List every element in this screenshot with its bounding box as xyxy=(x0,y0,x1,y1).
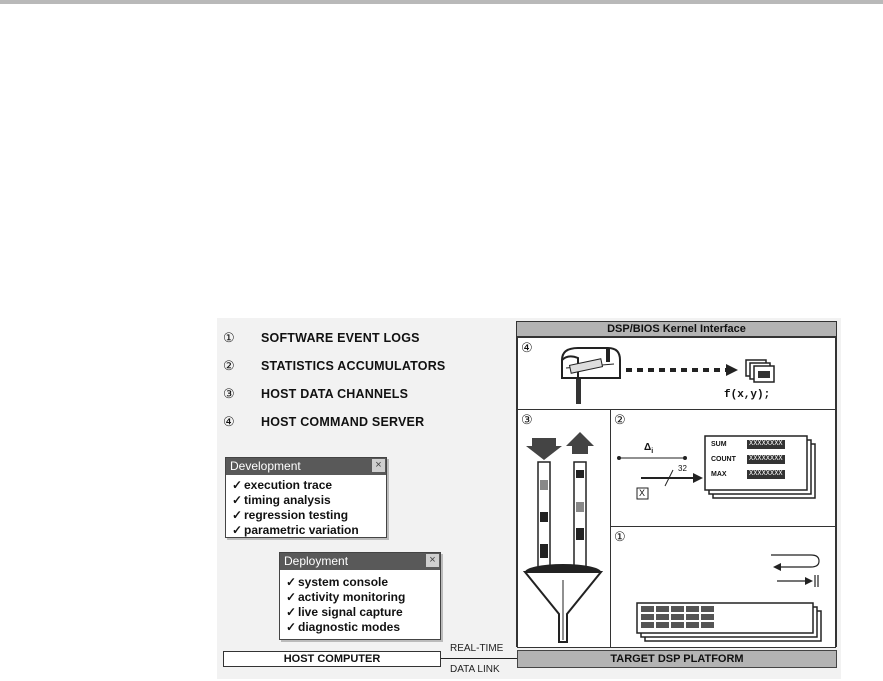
legend-item-data-channels: ③ HOST DATA CHANNELS xyxy=(223,386,409,401)
window-stack-icon xyxy=(746,360,774,382)
delta-interval xyxy=(617,456,687,460)
check-icon: ✓ xyxy=(286,590,297,604)
statistics-graphic xyxy=(611,410,835,526)
stat-label-sum: SUM xyxy=(711,441,727,448)
panel-statistics: ② $\Delta_i$ 32 X SUM XXXXXXXX COUNT XXXXXXXX MAX XXXXXXXX xyxy=(610,409,836,527)
arrow-right-icon xyxy=(641,470,703,486)
check-icon: ✓ xyxy=(286,575,297,589)
deployment-title-bar: Deployment × xyxy=(280,553,440,570)
deployment-window xyxy=(279,552,441,640)
kernel-interface-frame xyxy=(516,321,837,647)
stop-arrow-icon xyxy=(777,575,818,587)
event-logs-graphic xyxy=(611,527,835,647)
legend-item-command-server: ④ HOST COMMAND SERVER xyxy=(223,414,425,429)
legend-item-event-logs: ① SOFTWARE EVENT LOGS xyxy=(223,330,420,345)
data-channels-graphic xyxy=(518,410,610,647)
list-item: ✓ timing analysis xyxy=(232,493,331,507)
legend-item-statistics: ② STATISTICS ACCUMULATORS xyxy=(223,358,446,373)
list-item: ✓ execution trace xyxy=(232,478,333,492)
development-title-bar: Development × xyxy=(226,458,386,475)
dotted-arrow-icon xyxy=(626,364,738,376)
dsp-bios-diagram xyxy=(217,318,841,679)
panel-event-logs: ① xyxy=(610,526,836,648)
check-icon: ✓ xyxy=(232,508,243,522)
mailbox-icon xyxy=(562,348,620,404)
stat-label-count: COUNT xyxy=(711,456,736,463)
close-icon[interactable]: × xyxy=(372,459,385,472)
top-rule xyxy=(0,0,883,4)
link-label-bottom: DATA LINK xyxy=(450,664,500,675)
stat-value-sum: XXXXXXXX xyxy=(749,440,783,448)
stat-value-count: XXXXXXXX xyxy=(749,455,783,463)
list-item: ✓ diagnostic modes xyxy=(286,620,401,634)
panel-data-channels: ③ xyxy=(517,409,611,648)
development-list xyxy=(226,475,386,538)
delta-label: $\Delta_i$ xyxy=(644,442,654,455)
data-link-line xyxy=(441,658,517,659)
list-item: ✓ activity monitoring xyxy=(286,590,406,604)
funnel-icon xyxy=(525,564,601,642)
arrow-up-icon xyxy=(566,432,594,454)
command-server-graphic xyxy=(518,338,835,409)
deployment-list xyxy=(280,570,440,635)
function-call-text: f(x,y); xyxy=(724,389,771,401)
panel-command-server: ④ f(x,y); xyxy=(517,337,836,410)
list-item: ✓ live signal capture xyxy=(286,605,403,619)
kernel-interface-title: DSP/BIOS Kernel Interface xyxy=(517,322,836,337)
channel-tube-right xyxy=(574,462,586,572)
bit-width-label: 32 xyxy=(678,464,687,473)
arrow-down-icon xyxy=(526,438,562,460)
stat-value-max: XXXXXXXX xyxy=(749,470,783,478)
check-icon: ✓ xyxy=(286,605,297,619)
check-icon: ✓ xyxy=(232,493,243,507)
x-box-label: X xyxy=(639,488,646,498)
check-icon: ✓ xyxy=(232,523,243,537)
list-item: ✓ system console xyxy=(286,575,389,589)
list-item: ✓ parametric variation xyxy=(232,523,359,537)
development-window xyxy=(225,457,387,538)
log-buffer-stack xyxy=(637,603,821,641)
stat-label-max: MAX xyxy=(711,471,727,478)
close-icon[interactable]: × xyxy=(426,554,439,567)
wrap-arrow-icon xyxy=(771,555,819,571)
check-icon: ✓ xyxy=(286,620,297,634)
link-label-top: REAL-TIME xyxy=(450,643,504,654)
check-icon: ✓ xyxy=(232,478,243,492)
target-dsp-platform-box: TARGET DSP PLATFORM xyxy=(517,650,837,668)
channel-tube-left xyxy=(538,462,550,572)
list-item: ✓ regression testing xyxy=(232,508,349,522)
host-computer-box: HOST COMPUTER xyxy=(223,651,441,667)
